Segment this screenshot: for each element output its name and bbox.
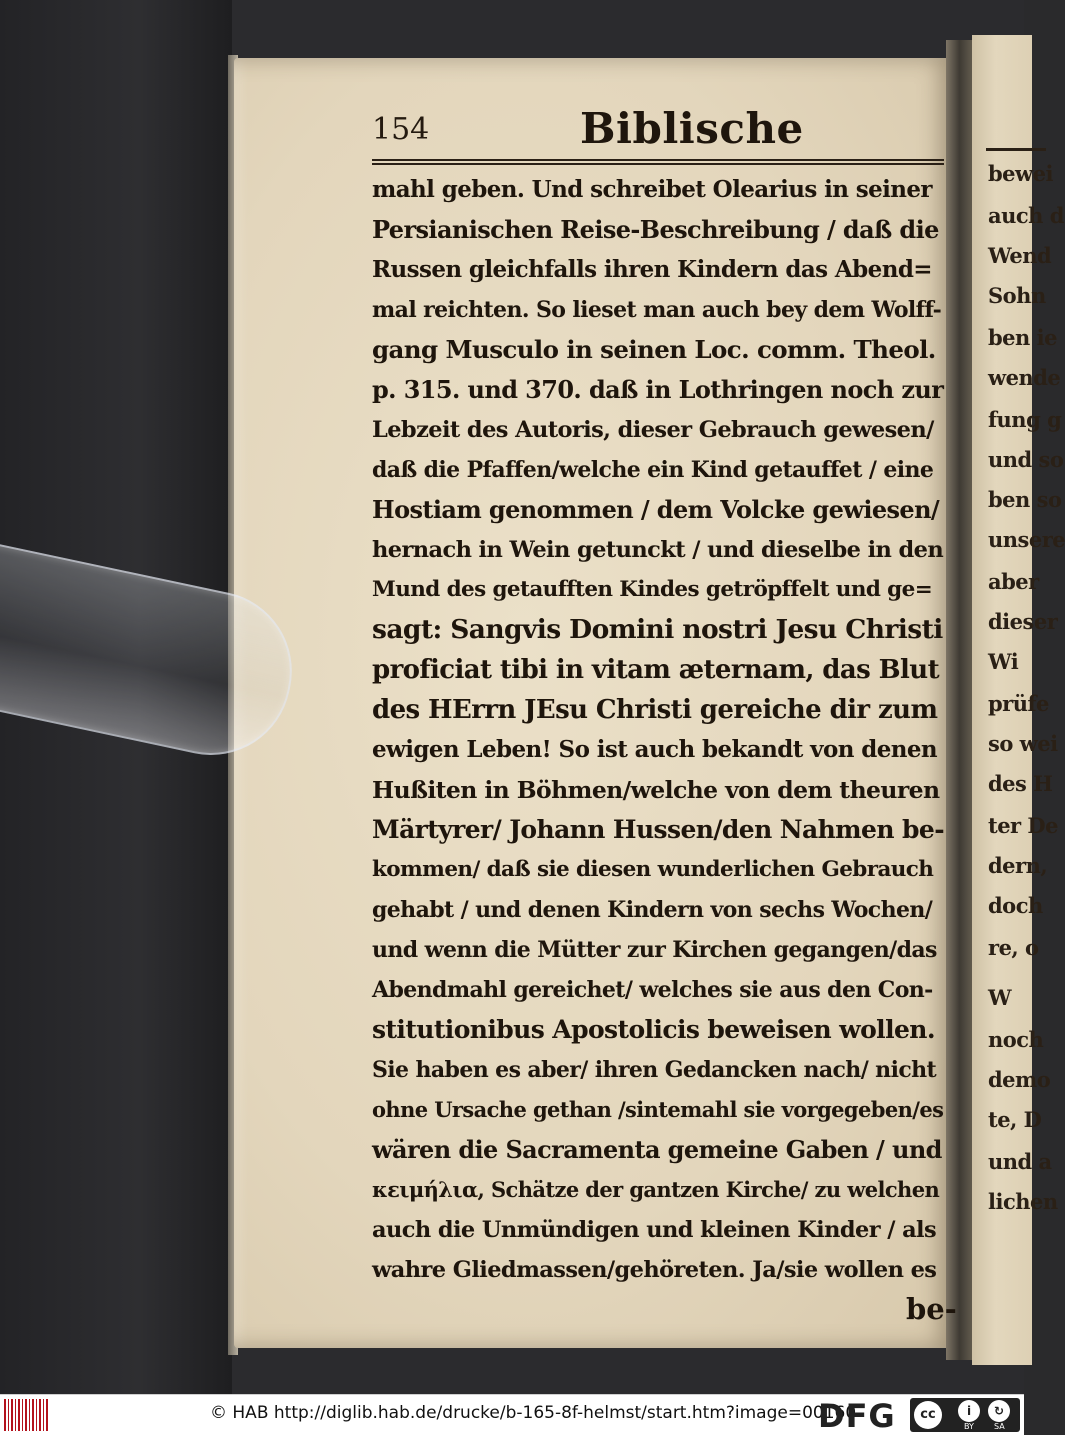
text-line: p. 315. und 370. daß in Lothringen noch zur [372,375,944,404]
text-line: Abendmahl gereichet/ welches sie aus den Con- [372,977,933,1003]
facing-line: dieser [988,609,1058,634]
dfg-logo: DFG [818,1397,896,1435]
text-line: sagt: Sangvis Domini nostri Jesu Christi [372,614,943,645]
text-line: gehabt / und denen Kindern von sechs Wochen/ [372,897,933,923]
facing-line: te, D [988,1107,1042,1132]
facing-line: demo [988,1067,1051,1092]
text-line: Lebzeit des Autoris, dieser Gebrauch gewesen/ [372,417,934,443]
text-line: mal reichten. So lieset man auch bey dem Wolff- [372,297,942,323]
text-line: Sie haben es aber/ ihren Gedancken nach/ nicht [372,1057,937,1083]
facing-line: und a [988,1149,1052,1174]
facing-line: noch [988,1027,1044,1052]
text-line: auch die Unmündigen und kleinen Kinder / als [372,1217,937,1243]
text-line: wahre Gliedmassen/gehöreten. Ja/sie wollen es [372,1257,937,1283]
facing-line: lichen [988,1189,1058,1214]
text-line: hernach in Wein getunckt / und dieselbe in den [372,537,944,563]
facing-page [972,35,1065,1365]
text-line: ewigen Leben! So ist auch bekandt von denen [372,736,938,763]
facing-line: prüfe [988,691,1049,716]
text-line: Mund des getaufften Kindes getröpffelt und ge= [372,577,933,602]
facing-line: und so [988,447,1064,472]
text-line: mahl geben. Und schreibet Olearius in seiner [372,176,932,203]
person-icon: i [958,1400,980,1422]
facing-line: dern, [988,853,1048,878]
license-label-sa: SA [994,1422,1005,1431]
facing-line: des H [988,771,1053,796]
facing-line: fung g [988,407,1062,432]
facing-line: ben ie [988,325,1057,350]
text-line: Russen gleichfalls ihren Kindern das Abend= [372,256,932,283]
text-line: daß die Pfaffen/welche ein Kind getauffet / eine [372,457,934,483]
facing-line: so wei [988,731,1058,756]
text-line: Märtyrer/ Johann Hussen/den Nahmen be- [372,815,944,844]
text-line: kommen/ daß sie diesen wunderlichen Gebrauch [372,857,934,882]
facing-line: doch [988,893,1043,918]
cc-license-badge[interactable] [910,1398,1020,1432]
text-line: Persianischen Reise-Beschreibung / daß die [372,215,939,244]
facing-line: auch d [988,203,1064,228]
header-rule [372,159,944,165]
text-line: κειμήλια, Schätze der gantzen Kirche/ zu welchen [372,1177,940,1202]
facing-line: W [988,985,1012,1010]
facing-line: aber [988,569,1039,594]
facing-line: Wi [988,649,1019,674]
text-line: des HErrn JEsu Christi gereiche dir zum [372,695,938,725]
text-line: Hußiten in Böhmen/welche von dem theuren [372,776,940,804]
facing-page-rule [986,148,1046,151]
facing-line: wende [988,365,1061,390]
license-label-by: BY [964,1422,974,1431]
text-line: und wenn die Mütter zur Kirchen gegangen/das [372,937,937,963]
facing-line: bewei [988,161,1053,186]
catchword: be- [906,1292,957,1326]
running-head: Biblische [580,104,804,153]
facing-line: ter De [988,813,1059,838]
text-line: gang Musculo in seinen Loc. comm. Theol. [372,335,936,364]
text-line: ohne Ursache gethan /sintemahl sie vorgegeben/es [372,1097,944,1122]
facing-line: unsere [988,527,1065,552]
facing-line: Sohn [988,283,1046,308]
text-line: Hostiam genommen / dem Volcke gewiesen/ [372,495,940,524]
source-link[interactable]: © HAB http://diglib.hab.de/drucke/b-165-8f-helmst/start.htm?image=00160 [210,1403,857,1423]
text-line: proficiat tibi in vitam æternam, das Blut [372,655,939,685]
text-line: stitutionibus Apostolicis beweisen wollen. [372,1015,935,1044]
footer-bar [0,1394,1024,1435]
facing-line: ben so [988,487,1062,512]
barcode-logo [4,1399,50,1431]
cc-icon: cc [914,1401,942,1429]
share-alike-icon: ↻ [988,1400,1010,1422]
page-number: 154 [372,112,430,147]
facing-line: re, o [988,935,1039,960]
facing-line: Wend [988,243,1052,268]
text-line: wären die Sacramenta gemeine Gaben / und [372,1135,942,1164]
